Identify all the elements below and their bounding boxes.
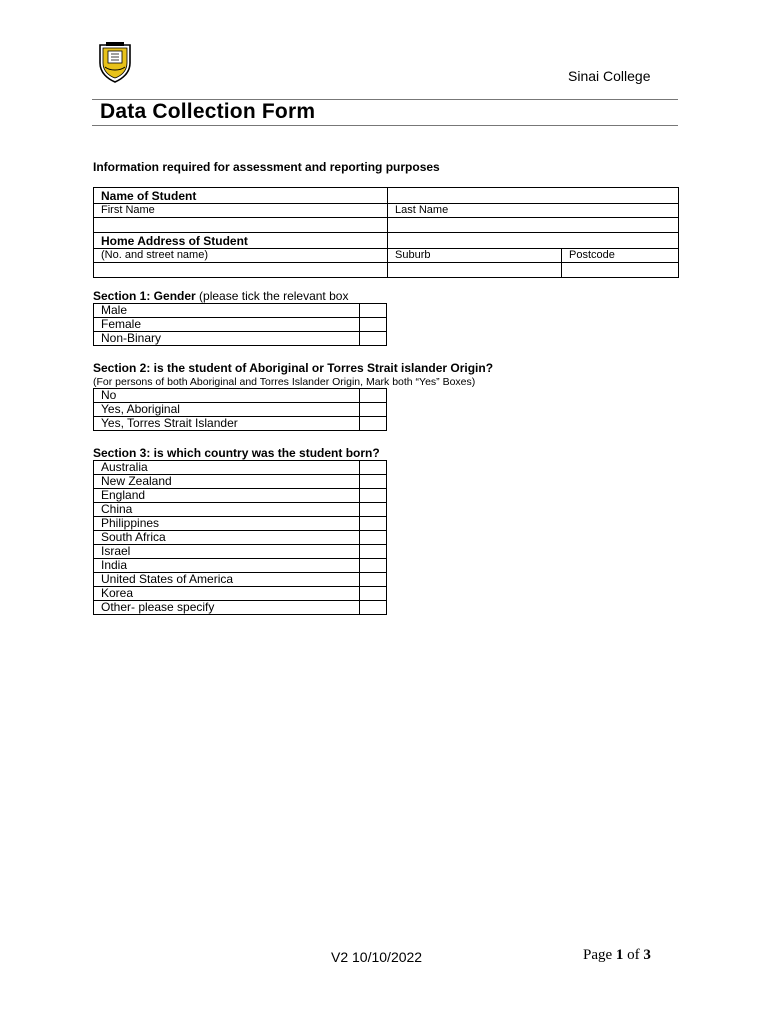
street-field[interactable] [94, 263, 388, 278]
option-row [94, 531, 387, 545]
college-name: Sinai College [568, 68, 651, 84]
option-row [94, 318, 387, 332]
page-current: 1 [615, 947, 624, 963]
option-label: United States of America [94, 573, 360, 587]
first-name-field[interactable] [94, 218, 388, 233]
form-title: Data Collection Form [100, 100, 316, 123]
name-heading: Name of Student [94, 188, 388, 204]
suburb-label: Suburb [388, 249, 562, 263]
option-row [94, 389, 387, 403]
section1-note: (please tick the relevant box [195, 289, 349, 303]
tick-box[interactable] [360, 475, 387, 489]
tick-box[interactable] [360, 517, 387, 531]
tick-box[interactable] [360, 304, 387, 318]
option-label: Korea [94, 587, 360, 601]
option-row [94, 559, 387, 573]
postcode-field[interactable] [562, 263, 679, 278]
tick-box[interactable] [360, 601, 387, 615]
gender-options-table [93, 303, 387, 346]
tick-box[interactable] [360, 332, 387, 346]
option-row [94, 517, 387, 531]
option-label: Philippines [94, 517, 360, 531]
intro-text: Information required for assessment and reporting purposes [93, 160, 440, 174]
name-heading-blank [388, 188, 679, 204]
tick-box[interactable] [360, 389, 387, 403]
last-name-label: Last Name [388, 204, 679, 218]
last-name-field[interactable] [388, 218, 679, 233]
street-label: (No. and street name) [94, 249, 388, 263]
origin-options-table [93, 388, 387, 431]
option-row [94, 475, 387, 489]
page-total: 3 [643, 947, 651, 963]
option-row [94, 461, 387, 475]
section2-title: Section 2: is the student of Aboriginal or Torres Strait islander Origin? [93, 361, 494, 375]
country-options-table [93, 460, 387, 615]
option-label: Australia [94, 461, 360, 475]
option-label: Yes, Torres Strait Islander [94, 417, 360, 431]
college-crest-logo [96, 41, 134, 83]
section1-heading [93, 289, 348, 303]
option-row [94, 403, 387, 417]
option-label: India [94, 559, 360, 573]
student-details-table [93, 187, 679, 278]
page-number [583, 947, 651, 964]
option-row [94, 545, 387, 559]
tick-box[interactable] [360, 318, 387, 332]
version-date: V2 10/10/2022 [331, 949, 423, 965]
section3-title: Section 3: is which country was the student born? [93, 446, 380, 460]
address-heading-blank [388, 233, 679, 249]
option-row [94, 573, 387, 587]
section2-note: (For persons of both Aboriginal and Torres Islander Origin, Mark both “Yes” Boxes) [93, 376, 476, 388]
option-label: Israel [94, 545, 360, 559]
tick-box[interactable] [360, 503, 387, 517]
option-label: Other- please specify [94, 601, 360, 615]
suburb-field[interactable] [388, 263, 562, 278]
page-prefix: Page [583, 947, 616, 963]
option-row [94, 332, 387, 346]
page-of: of [623, 947, 644, 963]
address-heading: Home Address of Student [94, 233, 388, 249]
title-bottom-rule [92, 125, 678, 126]
option-row [94, 587, 387, 601]
option-label: England [94, 489, 360, 503]
first-name-label: First Name [94, 204, 388, 218]
tick-box[interactable] [360, 461, 387, 475]
section1-title: Section 1: Gender [93, 289, 196, 303]
option-label: South Africa [94, 531, 360, 545]
option-label: New Zealand [94, 475, 360, 489]
option-row [94, 503, 387, 517]
tick-box[interactable] [360, 489, 387, 503]
postcode-label: Postcode [562, 249, 679, 263]
tick-box[interactable] [360, 417, 387, 431]
option-row [94, 601, 387, 615]
tick-box[interactable] [360, 559, 387, 573]
option-row [94, 304, 387, 318]
option-label: Non-Binary [94, 332, 360, 346]
option-label: No [94, 389, 360, 403]
tick-box[interactable] [360, 531, 387, 545]
option-label: Yes, Aboriginal [94, 403, 360, 417]
tick-box[interactable] [360, 545, 387, 559]
tick-box[interactable] [360, 573, 387, 587]
option-label: China [94, 503, 360, 517]
option-row [94, 489, 387, 503]
option-row [94, 417, 387, 431]
option-label: Female [94, 318, 360, 332]
tick-box[interactable] [360, 587, 387, 601]
option-label: Male [94, 304, 360, 318]
tick-box[interactable] [360, 403, 387, 417]
